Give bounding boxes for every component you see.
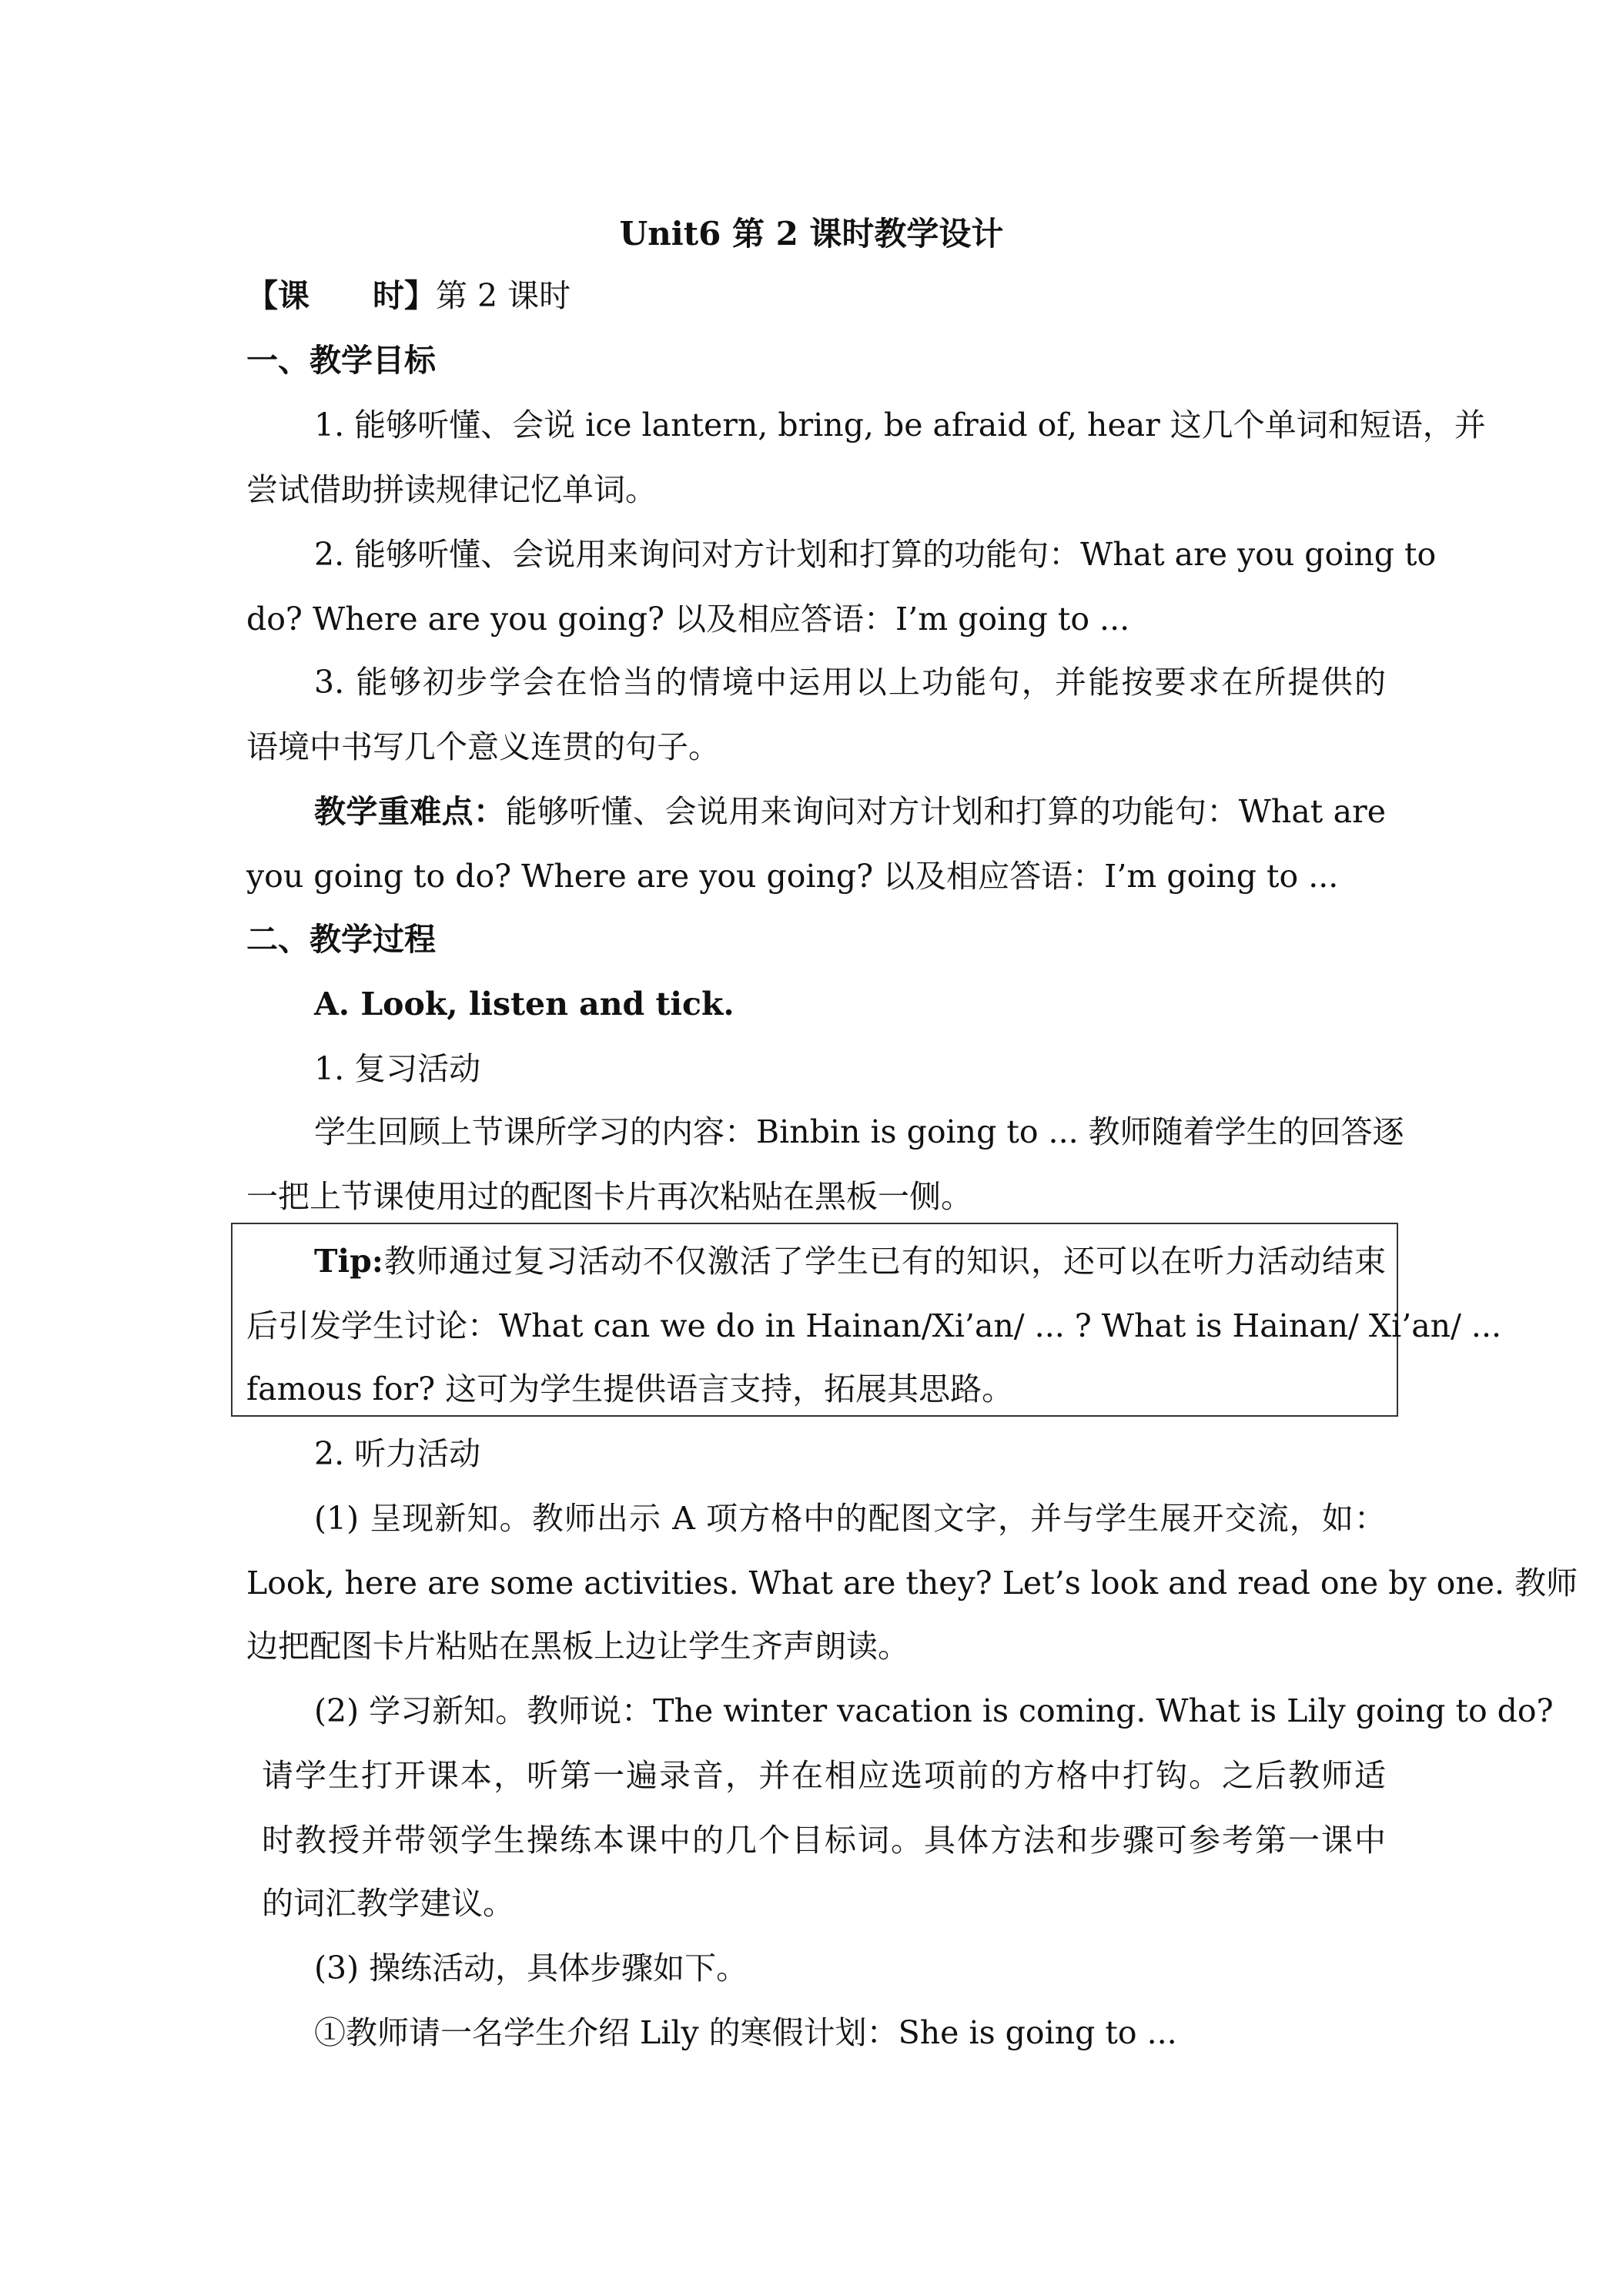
step2-p1-line-3: 边把配图卡片粘贴在黑板上边让学生齐声朗读。	[246, 1628, 909, 1665]
step2-p3-line-1: (3) 操练活动，具体步骤如下。	[314, 1950, 748, 1986]
objective-3-line-2: 语境中书写几个意义连贯的句子。	[246, 728, 720, 765]
step1-line-1: 学生回顾上节课所学习的内容：Binbin is going to ... 教师随着学生的回答逐	[314, 1113, 1404, 1150]
lesson-label: 【课 时】	[246, 277, 436, 314]
keypoint-label: 教学重难点：	[314, 793, 506, 830]
tip-label: Tip:	[314, 1243, 383, 1280]
keypoint-text: 能够听懂、会说用来询问对方计划和打算的功能句：What are	[505, 793, 1386, 830]
objective-2-line-1: 2. 能够听懂、会说用来询问对方计划和打算的功能句：What are you going to	[314, 536, 1437, 573]
objective-1-line-1: 1. 能够听懂、会说 ice lantern, bring, be afraid of, hear 这几个单词和短语，并	[314, 407, 1486, 443]
document-title: Unit6 第 2 课时教学设计	[619, 215, 1004, 253]
step2-p1-line-1: (1) 呈现新知。教师出示 A 项方格中的配图文字，并与学生展开交流，如：	[314, 1500, 1386, 1537]
step2-p2-line-3: 时教授并带领学生操练本课中的几个目标词。具体方法和步骤可参考第一课中	[262, 1822, 1386, 1859]
tip-text: 教师通过复习活动不仅激活了学生已有的知识，还可以在听力活动结束	[383, 1243, 1386, 1280]
step2-p2-line-2: 请学生打开课本，听第一遍录音，并在相应选项前的方格中打钩。之后教师适	[262, 1757, 1386, 1794]
section1-heading: 一、教学目标	[246, 342, 436, 379]
step2-heading: 2. 听力活动	[314, 1435, 481, 1472]
tip-line-2: 后引发学生讨论：What can we do in Hainan/Xi’an/ ... ? What is Hainan/ Xi’an/ ...	[246, 1307, 1502, 1344]
step1-line-2: 一把上节课使用过的配图卡片再次粘贴在黑板一侧。	[246, 1178, 972, 1215]
step2-p2-line-1: (2) 学习新知。教师说：The winter vacation is coming. What is Lily going to do?	[314, 1692, 1554, 1729]
lesson-line	[246, 274, 1386, 317]
section2-heading: 二、教学过程	[246, 921, 436, 958]
part-a-heading: A. Look, listen and tick.	[314, 986, 735, 1022]
tip-line-1	[314, 1240, 1386, 1283]
tip-line-3: famous for? 这可为学生提供语言支持，拓展其思路。	[246, 1371, 1014, 1407]
objective-2-line-2: do? Where are you going? 以及相应答语：I’m going to ...	[246, 601, 1130, 638]
step2-p2-line-4: 的词汇教学建议。	[262, 1885, 514, 1922]
step2-p1-line-2: Look, here are some activities. What are they? Let’s look and read one by one. 教师	[246, 1565, 1578, 1602]
keypoint-line-1	[314, 790, 1386, 833]
step1-heading: 1. 复习活动	[314, 1050, 481, 1087]
objective-3-line-1: 3. 能够初步学会在恰当的情境中运用以上功能句，并能按要求在所提供的	[314, 664, 1386, 701]
step2-p3-line-2: ①教师请一名学生介绍 Lily 的寒假计划：She is going to ...	[314, 2014, 1177, 2051]
objective-1-line-2: 尝试借助拼读规律记忆单词。	[246, 471, 657, 508]
lesson-value: 第 2 课时	[436, 277, 571, 314]
keypoint-line-2: you going to do? Where are you going? 以及相应答语：I’m going to ...	[246, 858, 1339, 895]
